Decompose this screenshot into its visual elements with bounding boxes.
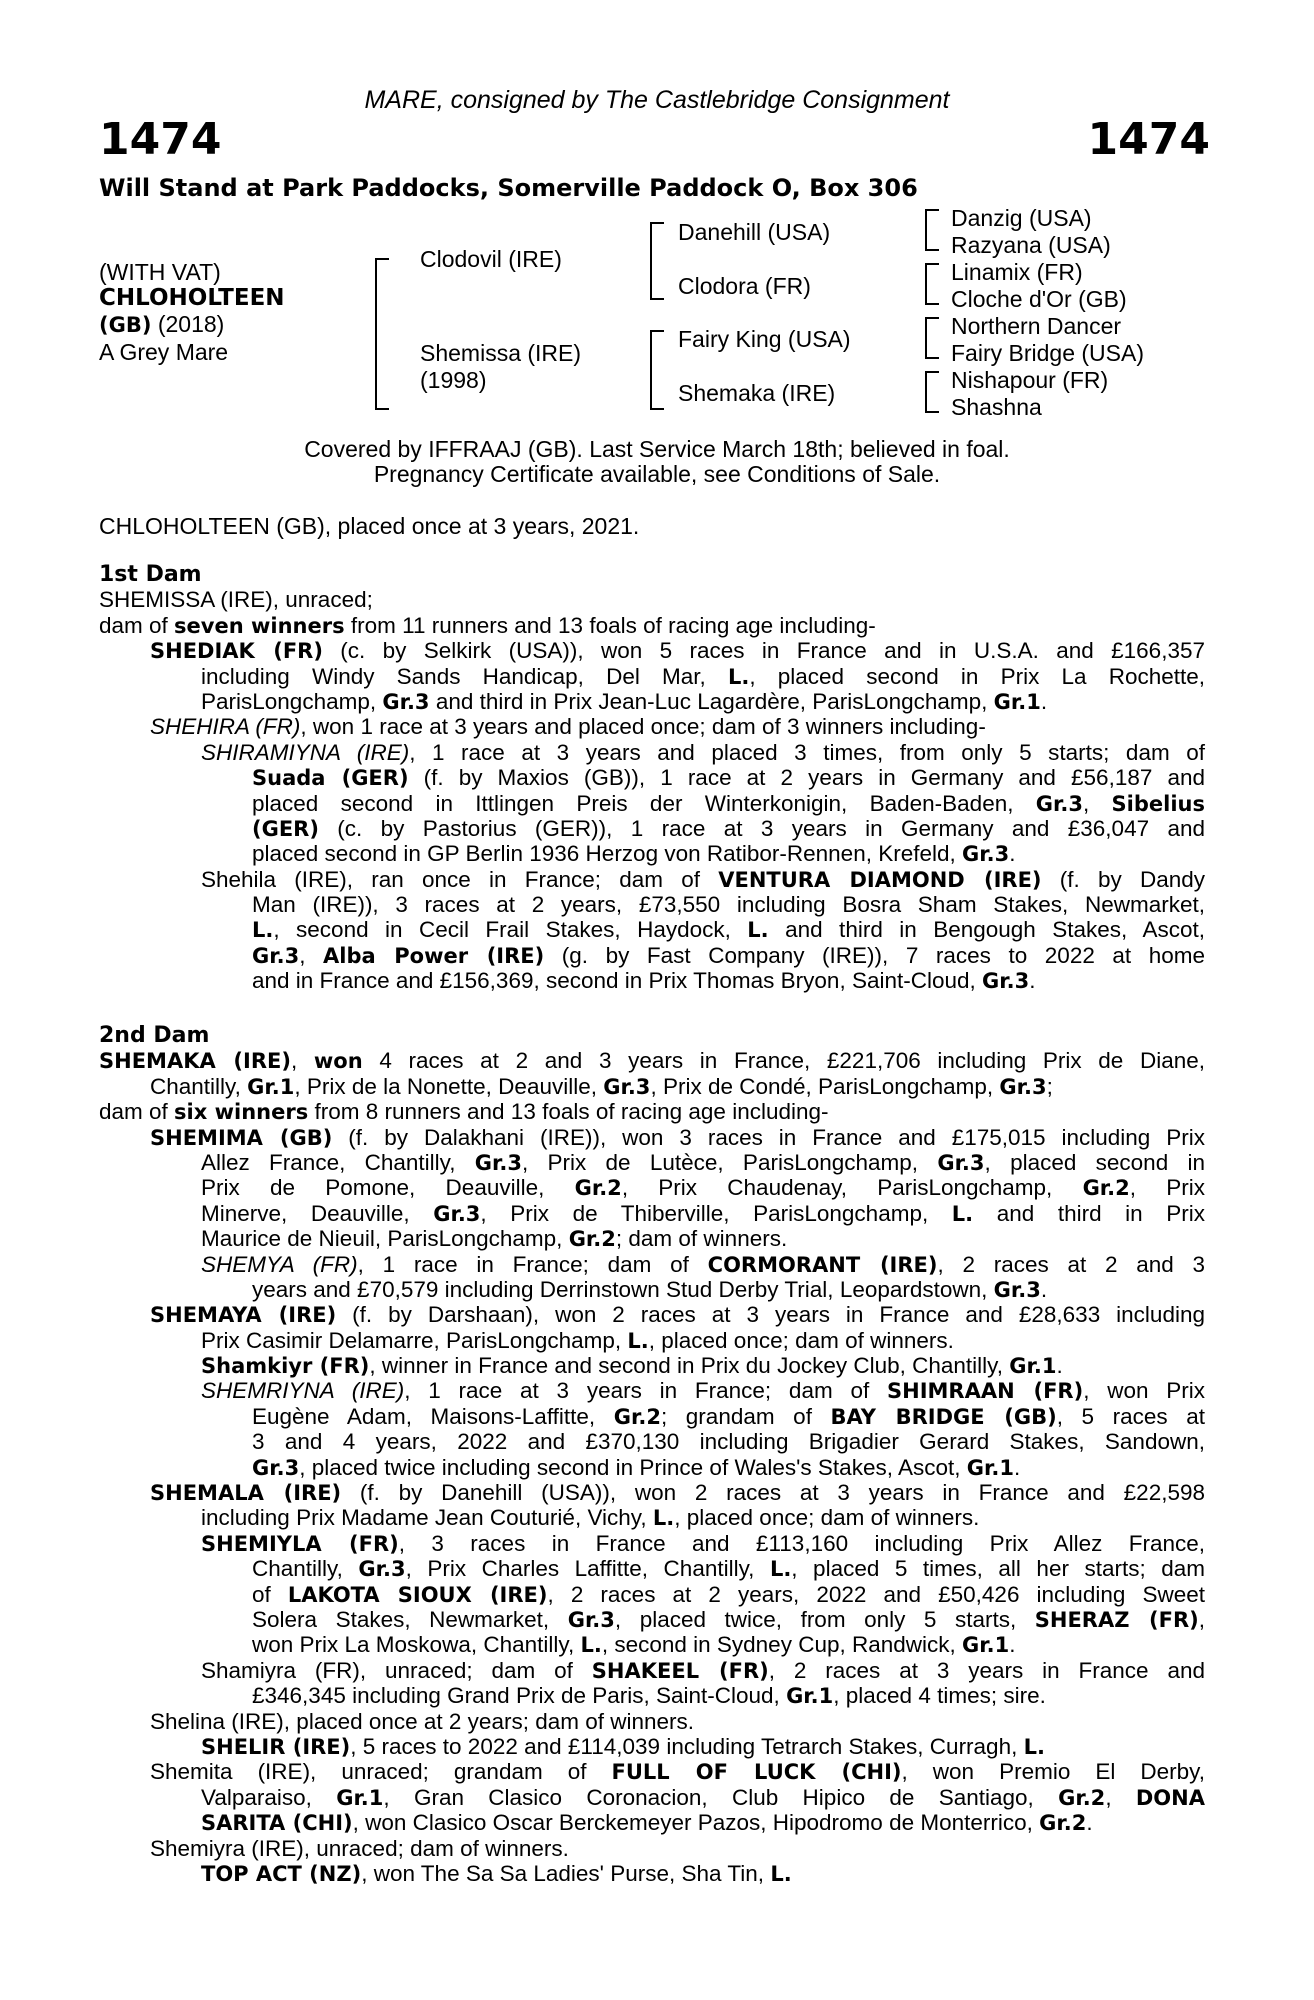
bold-text: Gr.3 xyxy=(999,1074,1047,1099)
bold-text: Gr.2 xyxy=(613,1404,661,1429)
pedigree-sire-sire: Danehill (USA) xyxy=(678,219,831,245)
text-run: , 2 races at 2 and 3 xyxy=(937,1251,1205,1277)
bold-text: Gr.3 xyxy=(252,943,300,968)
bold-text: Gr.3 xyxy=(433,1201,481,1226)
brace-sire xyxy=(650,222,664,300)
text-run: years and £70,579 including Derrinstown Stud Derby Trial, Leopardstown, xyxy=(252,1276,994,1302)
pedigree-text-line xyxy=(99,968,1205,993)
bold-text: BAY BRIDGE (GB) xyxy=(830,1404,1057,1429)
text-run: , xyxy=(1105,1784,1136,1810)
bold-text: Gr.2 xyxy=(1082,1176,1130,1201)
bold-text: Gr.1 xyxy=(786,1684,834,1709)
pedigree-text-line xyxy=(99,892,1205,917)
text-run: , xyxy=(1198,1606,1206,1632)
pedigree-text-line xyxy=(99,1861,1205,1886)
text-run: , 5 races at xyxy=(1056,1403,1206,1429)
text-run: (f. by Dandy xyxy=(1041,866,1206,892)
text-run: , placed once; dam of winners. xyxy=(674,1505,980,1531)
bold-text: Gr.1 xyxy=(247,1074,295,1099)
pedigree-text-line xyxy=(99,765,1205,790)
text-run: . xyxy=(1040,688,1048,714)
text-run: , won Prix xyxy=(1083,1378,1206,1404)
italic-text: SHEMRIYNA (IRE) xyxy=(201,1378,405,1404)
text-run: including Windy Sands Handicap, Del Mar, xyxy=(201,663,728,689)
text-run: , won Clasico Oscar Berckemeyer Pazos, Hipodromo de Monterrico, xyxy=(352,1810,1040,1836)
text-run: placed second in GP Berlin 1936 Herzog von Ratibor-Rennen, Krefeld, xyxy=(252,841,963,867)
pedigree-g3-6: Fairy Bridge (USA) xyxy=(951,340,1144,366)
covered-line-1: Covered by IFFRAAJ (GB). Last Service March 18th; believed in foal. xyxy=(304,436,1010,462)
text-run: , Prix de Lutèce, ParisLongchamp, xyxy=(521,1149,938,1175)
bold-text: L. xyxy=(627,1328,649,1353)
text-run: . xyxy=(1009,1632,1016,1658)
pedigree-text-line xyxy=(99,689,1205,714)
bold-text: L. xyxy=(727,664,750,689)
bold-text: Alba Power (IRE) xyxy=(323,943,545,968)
pedigree-text-line xyxy=(99,791,1205,816)
text-run: , second in Sydney Cup, Randwick, xyxy=(601,1632,963,1658)
text-run: , xyxy=(1082,790,1112,816)
brace-g3-3 xyxy=(925,317,939,359)
text-run: placed second in Ittlingen Preis der Winterkonigin, Baden-Baden, xyxy=(252,790,1036,816)
text-run: Minerve, Deauville, xyxy=(201,1200,434,1226)
text-run: Allez France, Chantilly, xyxy=(201,1149,475,1175)
bold-text: SHERAZ (FR) xyxy=(1034,1607,1199,1632)
text-run: Prix de Pomone, Deauville, xyxy=(201,1175,575,1201)
covered-line-2: Pregnancy Certificate available, see Conditions of Sale. xyxy=(373,461,941,487)
bold-text: Gr.1 xyxy=(962,1633,1010,1658)
text-run: Shehila (IRE), ran once in France; dam of xyxy=(201,866,719,892)
text-run: , 1 race at 3 years and placed 3 times, from only 5 starts; dam of xyxy=(409,739,1205,765)
italic-text: SHEMYA (FR) xyxy=(201,1251,358,1277)
pedigree-text-line xyxy=(99,613,1205,638)
bold-text: DONA xyxy=(1135,1785,1205,1810)
text-run: from 11 runners and 13 foals of racing age including- xyxy=(344,612,876,638)
pedigree-dam-sire: Fairy King (USA) xyxy=(678,326,851,352)
text-run: , 3 races in France and £113,160 including Prix Allez France, xyxy=(398,1530,1206,1556)
pedigree-text-line xyxy=(99,1582,1205,1607)
brace-g3-4 xyxy=(925,371,939,413)
vat-note: (WITH VAT) xyxy=(99,259,221,285)
bold-text: Gr.3 xyxy=(962,842,1010,867)
lot-number-left: 1474 xyxy=(99,114,222,165)
text-run: Maurice de Nieuil, ParisLongchamp, xyxy=(201,1226,569,1252)
second-dam-heading: 2nd Dam xyxy=(99,1023,210,1048)
bold-text: SARITA (CHI) xyxy=(201,1811,353,1836)
bold-text: seven winners xyxy=(174,613,345,638)
pedigree-text-line xyxy=(99,664,1205,689)
text-run: , Prix de Thiberville, ParisLongchamp, xyxy=(480,1200,952,1226)
bold-text: L. xyxy=(769,1557,792,1582)
bold-text: SHEMIMA (GB) xyxy=(150,1125,333,1150)
text-run: Chantilly, xyxy=(150,1073,248,1099)
bold-text: SHEMAYA (IRE) xyxy=(150,1303,337,1328)
bold-text: Shamkiyr (FR) xyxy=(201,1354,370,1379)
text-run: , Prix de Condé, ParisLongchamp, xyxy=(650,1073,1000,1099)
text-run: , 5 races to 2022 and £114,039 including Tetrarch Stakes, Curragh, xyxy=(350,1733,1024,1759)
pedigree-text-line xyxy=(99,714,1205,739)
horse-country: (GB) xyxy=(99,313,152,337)
bold-text: SHEMAKA (IRE) xyxy=(99,1049,291,1074)
text-run: and third in Bengough Stakes, Ascot, xyxy=(768,917,1205,943)
bold-text: Gr.3 xyxy=(603,1074,651,1099)
bold-text: Gr.3 xyxy=(474,1150,522,1175)
bold-text: SHAKEEL (FR) xyxy=(591,1658,769,1683)
lot-number-right: 1474 xyxy=(1087,114,1210,165)
pedigree-text-line xyxy=(99,1226,1205,1251)
bold-text: SHEMIYLA (FR) xyxy=(201,1531,399,1556)
text-run: , Prix de la Nonette, Deauville, xyxy=(294,1073,604,1099)
pedigree-text-line xyxy=(99,867,1205,892)
text-run: . xyxy=(1029,968,1036,994)
pedigree-g3-2: Razyana (USA) xyxy=(951,232,1111,258)
horse-description: A Grey Mare xyxy=(99,339,229,365)
pedigree-text-line xyxy=(99,1759,1205,1784)
text-run: won Prix La Moskowa, Chantilly, xyxy=(252,1632,581,1658)
bold-text: Gr.2 xyxy=(568,1227,616,1252)
brace-g3-2 xyxy=(925,263,939,305)
text-run: Eugène Adam, Maisons-Laffitte, xyxy=(252,1403,614,1429)
pedigree-text-line xyxy=(99,1201,1205,1226)
text-run: ; xyxy=(1046,1073,1053,1099)
bold-text: won xyxy=(313,1049,363,1074)
bold-text: L. xyxy=(770,1861,792,1886)
bold-text: L. xyxy=(951,1201,974,1226)
pedigree-text-line xyxy=(99,1277,1205,1302)
pedigree-text-line xyxy=(99,1404,1205,1429)
bold-text: Gr.3 xyxy=(937,1150,985,1175)
pedigree-sire: Clodovil (IRE) xyxy=(420,246,562,272)
bold-text: L. xyxy=(252,918,274,943)
text-run: (f. by Darshaan), won 2 races at 3 years in France and £28,633 including xyxy=(336,1302,1205,1328)
pedigree-text-line xyxy=(99,1607,1205,1632)
text-run: ; grandam of xyxy=(660,1403,831,1429)
bold-text: Gr.3 xyxy=(382,689,430,714)
pedigree-text-line xyxy=(99,1328,1205,1353)
text-run: and third in Prix Jean-Luc Lagardère, ParisLongchamp, xyxy=(429,688,994,714)
text-run: . xyxy=(1013,1454,1021,1480)
pedigree-text-line xyxy=(99,1175,1205,1200)
text-run: , placed 5 times, all her starts; dam xyxy=(791,1556,1205,1582)
race-summary: CHLOHOLTEEN (GB), placed once at 3 years, 2021. xyxy=(99,513,640,539)
bold-text: Gr.2 xyxy=(1039,1811,1087,1836)
text-run: , Prix Charles Laffitte, Chantilly, xyxy=(405,1556,770,1582)
bold-text: SHIMRAAN (FR) xyxy=(887,1379,1084,1404)
italic-text: SHIRAMIYNA (IRE) xyxy=(201,739,410,765)
pedigree-text-line xyxy=(99,1785,1205,1810)
text-run: Prix Casimir Delamarre, ParisLongchamp, xyxy=(201,1327,628,1353)
pedigree-text-line xyxy=(99,1505,1205,1530)
first-dam-heading: 1st Dam xyxy=(99,562,202,587)
bold-text: SHELIR (IRE) xyxy=(201,1734,351,1759)
bold-text: Gr.3 xyxy=(567,1607,615,1632)
text-run: Shemita (IRE), unraced; grandam of xyxy=(150,1759,612,1785)
stand-location: Will Stand at Park Paddocks, Somerville Paddock O, Box 306 xyxy=(99,174,918,202)
text-run: Shemiyra (IRE), unraced; dam of winners. xyxy=(150,1835,569,1861)
text-run: (c. by Pastorius (GER)), 1 race at 3 years in Germany and £36,047 and xyxy=(318,815,1205,841)
pedigree-text-line xyxy=(99,816,1205,841)
text-run: dam of xyxy=(99,612,175,638)
bold-text: Gr.1 xyxy=(336,1785,384,1810)
text-run: (f. by Dalakhani (IRE)), won 3 races in France and £175,015 including Prix xyxy=(332,1124,1206,1150)
bold-text: SHEDIAK (FR) xyxy=(150,639,323,664)
first-dam-text xyxy=(99,587,1205,993)
text-run: Valparaiso, xyxy=(201,1784,337,1810)
pedigree-text-line xyxy=(99,1099,1205,1124)
bold-text: Gr.3 xyxy=(252,1455,300,1480)
pedigree-text-line xyxy=(99,1658,1205,1683)
bold-text: Gr.3 xyxy=(1035,791,1083,816)
text-run: . xyxy=(1056,1353,1063,1379)
text-run: , placed second in Prix La Rochette, xyxy=(749,663,1205,689)
text-run: Man (IRE)), 3 races at 2 years, £73,550 including Bosra Sham Stakes, Newmarket, xyxy=(252,892,1205,918)
bold-text: FULL OF LUCK (CHI) xyxy=(611,1760,902,1785)
bold-text: CORMORANT (IRE) xyxy=(707,1252,938,1277)
text-run: , placed twice, from only 5 starts, xyxy=(614,1606,1035,1632)
text-run: ParisLongchamp, xyxy=(201,688,383,714)
pedigree-text-line xyxy=(99,1836,1205,1861)
text-run: , Prix xyxy=(1129,1175,1206,1201)
text-run: . xyxy=(1086,1810,1093,1836)
text-run: , Gran Clasico Coronacion, Club Hipico de Santiago, xyxy=(383,1784,1059,1810)
text-run: dam of xyxy=(99,1099,175,1125)
text-run: Shamiyra (FR), unraced; dam of xyxy=(201,1657,592,1683)
bold-text: Gr.1 xyxy=(993,689,1041,714)
pedigree-text-line xyxy=(99,1455,1205,1480)
bold-text: Gr.3 xyxy=(982,969,1030,994)
brace-parents xyxy=(375,258,389,410)
bold-text: six winners xyxy=(174,1100,309,1125)
horse-name: CHLOHOLTEEN xyxy=(99,285,285,311)
text-run: , xyxy=(299,942,324,968)
bold-text: Gr.3 xyxy=(358,1557,406,1582)
pedigree-text-line xyxy=(99,740,1205,765)
text-run: , 1 race in France; dam of xyxy=(357,1251,708,1277)
pedigree-text-line xyxy=(99,1632,1205,1657)
pedigree-text-line xyxy=(99,1302,1205,1327)
text-run: 4 races at 2 and 3 years in France, £221,706 including Prix de Diane, xyxy=(362,1048,1205,1074)
bold-text: Suada (GER) xyxy=(252,766,409,791)
text-run: ; dam of winners. xyxy=(615,1226,788,1252)
text-run: , second in Cecil Frail Stakes, Haydock, xyxy=(273,917,748,943)
text-run: , won The Sa Sa Ladies' Purse, Sha Tin, xyxy=(361,1860,771,1886)
bold-text: (GER) xyxy=(252,816,319,841)
brace-dam xyxy=(650,330,664,410)
pedigree-dam-dam: Shemaka (IRE) xyxy=(678,380,836,406)
text-run: and in France and £156,369, second in Prix Thomas Bryon, Saint-Cloud, xyxy=(252,968,983,994)
bold-text: Gr.3 xyxy=(993,1277,1041,1302)
text-run: , won Premio El Derby, xyxy=(901,1759,1206,1785)
brace-g3-1 xyxy=(925,209,939,251)
text-run: Chantilly, xyxy=(252,1556,359,1582)
text-run: Shelina (IRE), placed once at 2 years; dam of winners. xyxy=(150,1708,695,1734)
bold-text: LAKOTA SIOUX (IRE) xyxy=(287,1582,548,1607)
pedigree-text-line xyxy=(99,1048,1205,1073)
text-run: (c. by Selkirk (USA)), won 5 races in France and in U.S.A. and £166,357 xyxy=(322,638,1205,664)
text-run: (g. by Fast Company (IRE)), 7 races to 2022 at home xyxy=(544,942,1205,968)
pedigree-text-line xyxy=(99,917,1205,942)
text-run: , 2 races at 3 years in France and xyxy=(768,1657,1205,1683)
bold-text: Gr.1 xyxy=(1009,1354,1057,1379)
text-run: £346,345 including Grand Prix de Paris, Saint-Cloud, xyxy=(252,1683,787,1709)
pedigree-g3-1: Danzig (USA) xyxy=(951,205,1092,231)
first-dam-section xyxy=(99,562,1205,994)
text-run: , Prix Chaudenay, ParisLongchamp, xyxy=(621,1175,1083,1201)
pedigree-text-line xyxy=(99,1150,1205,1175)
pedigree-text-line xyxy=(99,1531,1205,1556)
text-run: , 1 race at 3 years in France; dam of xyxy=(404,1378,887,1404)
pedigree-text-line xyxy=(99,1353,1205,1378)
text-run: . xyxy=(1040,1276,1048,1302)
pedigree-g3-8: Shashna xyxy=(951,394,1042,420)
second-dam-text xyxy=(99,1048,1205,1886)
pedigree-text-line xyxy=(99,1810,1205,1835)
consignment-line: MARE, consigned by The Castlebridge Consignment xyxy=(364,86,950,114)
pedigree-text-line xyxy=(99,1683,1205,1708)
bold-text: L. xyxy=(747,918,769,943)
bold-text: VENTURA DIAMOND (IRE) xyxy=(718,867,1042,892)
italic-text: SHEHIRA (FR) xyxy=(150,714,301,740)
pedigree-dam-year: (1998) xyxy=(420,367,487,393)
pedigree-text-line xyxy=(99,1252,1205,1277)
bold-text: Gr.2 xyxy=(1058,1785,1106,1810)
text-run: including Prix Madame Jean Couturié, Vichy, xyxy=(201,1505,653,1531)
text-run: , placed second in xyxy=(984,1149,1205,1175)
text-run: (f. by Maxios (GB)), 1 race at 2 years in Germany and £56,187 and xyxy=(408,765,1205,791)
bold-text: TOP ACT (NZ) xyxy=(201,1861,362,1886)
bold-text: L. xyxy=(652,1506,675,1531)
bold-text: L. xyxy=(1023,1734,1045,1759)
bold-text: SHEMALA (IRE) xyxy=(150,1481,342,1506)
text-run: , won 1 race at 3 years and placed once; dam of 3 winners including- xyxy=(300,714,986,740)
bold-text: Sibelius xyxy=(1111,791,1205,816)
pedigree-g3-5: Northern Dancer xyxy=(951,313,1122,339)
bold-text: Gr.2 xyxy=(574,1176,622,1201)
pedigree-text-line xyxy=(99,1480,1205,1505)
text-run: , placed once; dam of winners. xyxy=(648,1327,954,1353)
text-run: and third in Prix xyxy=(973,1200,1206,1226)
pedigree-text-line xyxy=(99,841,1205,866)
pedigree-g3-4: Cloche d'Or (GB) xyxy=(951,286,1127,312)
pedigree-text-line xyxy=(99,1074,1205,1099)
pedigree-text-line xyxy=(99,1556,1205,1581)
text-run: SHEMISSA (IRE), unraced; xyxy=(99,587,373,613)
bold-text: Gr.1 xyxy=(966,1455,1014,1480)
horse-year: (2018) xyxy=(157,311,225,337)
text-run: , xyxy=(290,1048,314,1074)
second-dam-section xyxy=(99,1023,1205,1886)
text-run: , winner in France and second in Prix du Jockey Club, Chantilly, xyxy=(369,1353,1010,1379)
text-run: , placed twice including second in Prince of Wales's Stakes, Ascot, xyxy=(299,1454,967,1480)
pedigree-g3-3: Linamix (FR) xyxy=(951,259,1083,285)
pedigree-sire-dam: Clodora (FR) xyxy=(678,273,811,299)
pedigree-text-line xyxy=(99,1429,1205,1454)
horse-country-year xyxy=(99,312,224,339)
pedigree-text-line xyxy=(99,1378,1205,1403)
pedigree-text-line xyxy=(99,1125,1205,1150)
pedigree-text-line xyxy=(99,587,1205,612)
pedigree-text-line xyxy=(99,1734,1205,1759)
text-run: from 8 runners and 13 foals of racing age including- xyxy=(308,1099,829,1125)
bold-text: L. xyxy=(580,1633,602,1658)
text-run: , 2 races at 2 years, 2022 and £50,426 including Sweet xyxy=(547,1581,1205,1607)
pedigree-text-line xyxy=(99,638,1205,663)
text-run: . xyxy=(1009,841,1016,867)
pedigree-dam: Shemissa (IRE) xyxy=(420,340,582,366)
pedigree-text-line xyxy=(99,943,1205,968)
pedigree-g3-7: Nishapour (FR) xyxy=(951,367,1109,393)
text-run: Solera Stakes, Newmarket, xyxy=(252,1606,568,1632)
text-run: (f. by Danehill (USA)), won 2 races at 3 years in France and £22,598 xyxy=(341,1480,1205,1506)
pedigree-text-line xyxy=(99,1709,1205,1734)
text-run: 3 and 4 years, 2022 and £370,130 including Brigadier Gerard Stakes, Sandown, xyxy=(252,1429,1205,1455)
text-run: , placed 4 times; sire. xyxy=(833,1683,1046,1709)
text-run: of xyxy=(252,1581,288,1607)
